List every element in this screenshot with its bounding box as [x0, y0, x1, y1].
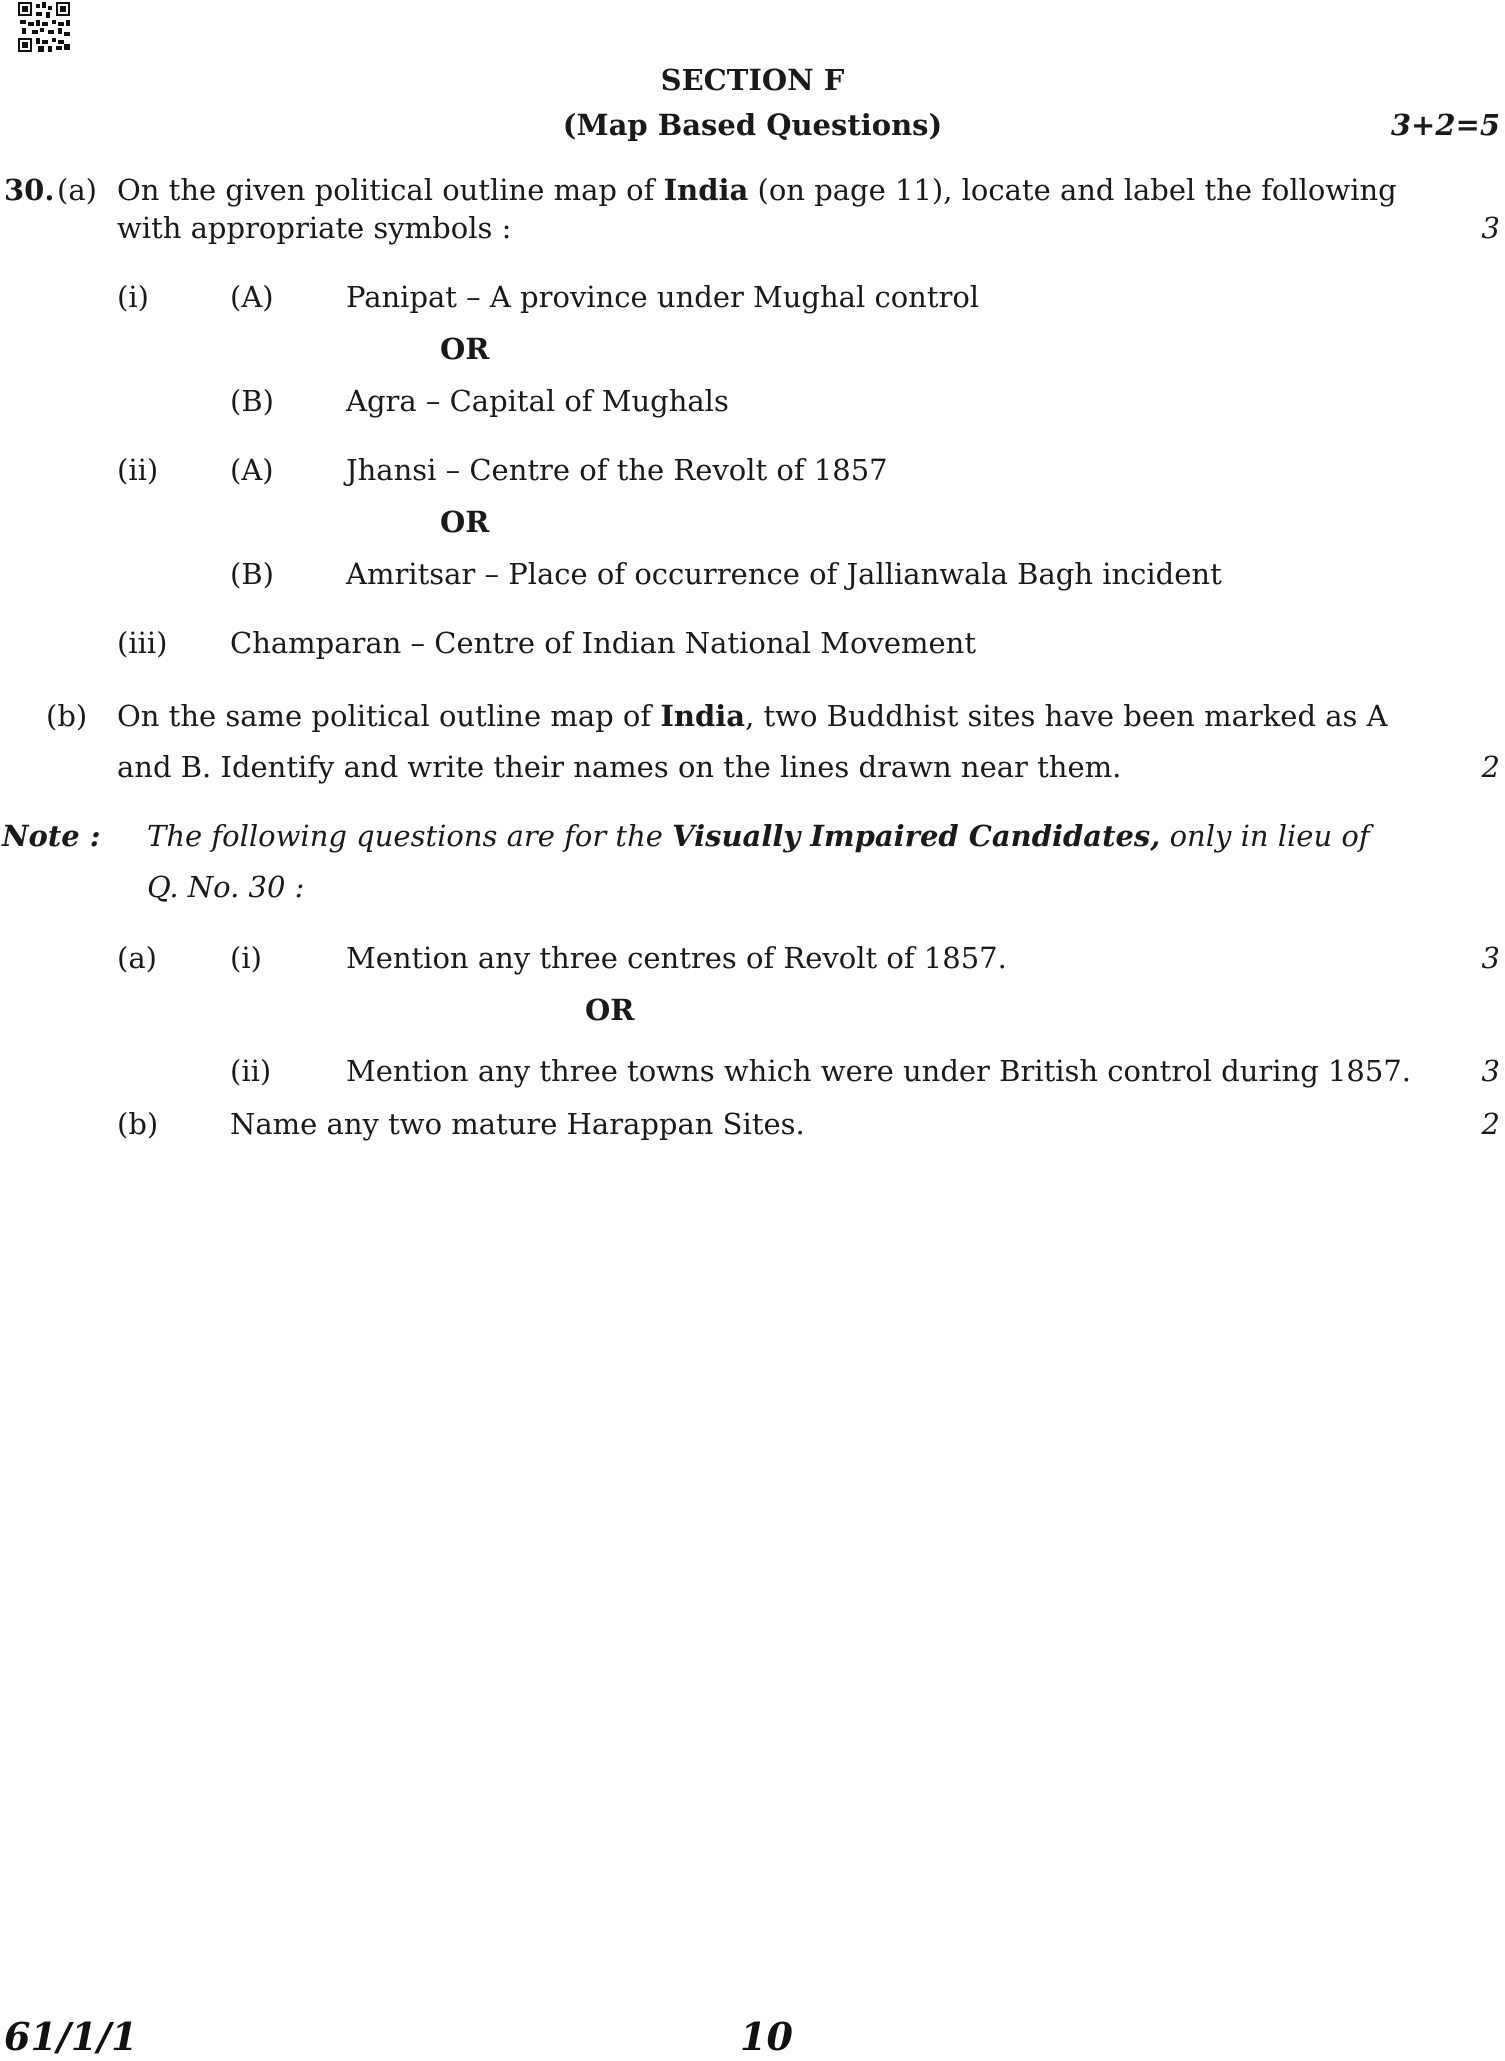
- item-ii-or: OR: [440, 505, 490, 539]
- note-a-i-marks: 3: [1481, 941, 1500, 975]
- item-ii-label: (ii): [117, 453, 159, 487]
- note-a-label: (a): [117, 941, 157, 975]
- q30-a-marks: 3: [1481, 211, 1500, 245]
- note-a-i-label: (i): [230, 941, 262, 975]
- note-line1: The following questions are for the Visually Impaired Candidates, only in lieu of: [147, 819, 1370, 853]
- q30-a-label: (a): [57, 173, 97, 207]
- note-label: Note :: [2, 819, 101, 853]
- q30-b-line2: and B. Identify and write their names on the lines drawn near them.: [117, 750, 1122, 784]
- q30-b-marks: 2: [1481, 750, 1500, 784]
- note-b-label: (b): [117, 1107, 159, 1141]
- q30-b-label: (b): [46, 699, 88, 733]
- note-a-ii-label: (ii): [230, 1054, 272, 1088]
- note-b-text: Name any two mature Harappan Sites.: [230, 1107, 805, 1141]
- note-a-ii-text: Mention any three towns which were under British control during 1857.: [346, 1054, 1411, 1088]
- section-subtitle: (Map Based Questions): [562, 108, 943, 142]
- note-a-ii-marks: 3: [1481, 1054, 1500, 1088]
- item-ii-b-text: Amritsar – Place of occurrence of Jallianwala Bagh incident: [346, 557, 1222, 591]
- item-i-b-text: Agra – Capital of Mughals: [346, 384, 729, 418]
- item-ii-a-text: Jhansi – Centre of the Revolt of 1857: [346, 453, 888, 487]
- item-iii-text: Champaran – Centre of Indian National Movement: [230, 626, 976, 660]
- item-iii-label: (iii): [117, 626, 168, 660]
- section-title: SECTION F: [660, 63, 845, 97]
- q30-a-line1: On the given political outline map of India (on page 11), locate and label the following: [117, 173, 1397, 207]
- section-marks: 3+2=5: [1390, 108, 1500, 142]
- item-ii-b-label: (B): [230, 557, 274, 591]
- footer-page-number: 10: [740, 2014, 793, 2059]
- note-a-or: OR: [585, 993, 635, 1027]
- note-b-marks: 2: [1481, 1107, 1500, 1141]
- item-i-a-text: Panipat – A province under Mughal control: [346, 280, 980, 314]
- footer-code: 61/1/1: [4, 2014, 138, 2059]
- question-number: 30.: [4, 173, 55, 207]
- q30-b-line1: On the same political outline map of India, two Buddhist sites have been marked as A: [117, 699, 1388, 733]
- item-i-a-label: (A): [230, 280, 274, 314]
- item-i-b-label: (B): [230, 384, 274, 418]
- item-ii-a-label: (A): [230, 453, 274, 487]
- note-a-i-text: Mention any three centres of Revolt of 1857.: [346, 941, 1007, 975]
- item-i-or: OR: [440, 332, 490, 366]
- q30-a-line2: with appropriate symbols :: [117, 211, 512, 245]
- qr-code-icon: [18, 2, 70, 52]
- note-line2: Q. No. 30 :: [147, 870, 305, 904]
- item-i-label: (i): [117, 280, 149, 314]
